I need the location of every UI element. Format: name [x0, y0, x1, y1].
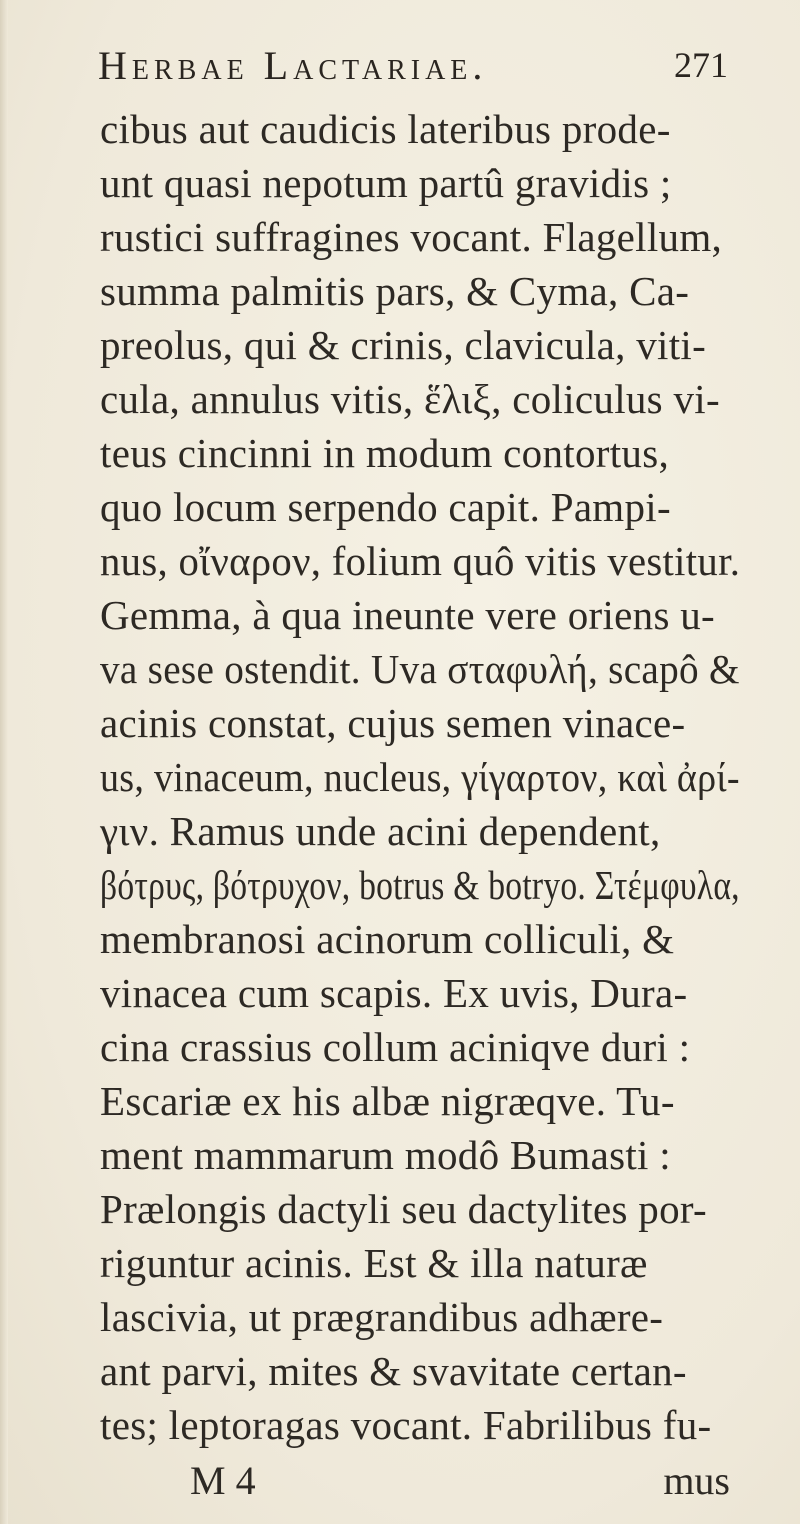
page-number: 271 — [674, 45, 728, 85]
text-line: rustici suffragines vocant. Flagellum, — [100, 214, 723, 260]
text-line: summa palmitis pars, & Cyma, Ca- — [100, 268, 690, 314]
text-line: membranosi acinorum colliculi, & — [100, 916, 675, 962]
text-line: cina crassius collum aciniqve duri : — [100, 1024, 691, 1070]
text-line: cibus aut caudicis lateribus prode- — [100, 106, 671, 152]
text-line: quo locum serpendo capit. Pampi- — [100, 484, 671, 530]
text-line: ment mammarum modô Bumasti : — [100, 1132, 671, 1178]
text-line: preolus, qui & crinis, clavicula, viti- — [100, 322, 707, 368]
text-line: vinacea cum scapis. Ex uvis, Dura- — [100, 970, 688, 1016]
text-line: Escariæ ex his albæ nigræqve. Tu- — [100, 1078, 675, 1124]
text-line: teus cincinni in modum contortus, — [100, 430, 670, 476]
text-line: tes; leptoragas vocant. Fabrilibus fu- — [100, 1402, 712, 1448]
text-line: ant parvi, mites & svavitate certan- — [100, 1348, 687, 1394]
text-line: Prælongis dactyli seu dactylites por- — [100, 1186, 707, 1232]
text-line: acinis constat, cujus semen vinace- — [100, 700, 686, 746]
text-line: cula, annulus vitis, ἕλιξ, coliculus vi- — [100, 376, 720, 422]
text-line: unt quasi nepotum partû gravidis ; — [100, 160, 672, 206]
text-line: nus, οἴναρον, folium quô vitis vestitur. — [100, 538, 741, 584]
text-line: lascivia, ut prægrandibus adhære- — [100, 1294, 664, 1340]
text-line: riguntur acinis. Est & illa naturæ — [100, 1240, 648, 1286]
catchword: mus — [663, 1458, 730, 1503]
text-line: γιν. Ramus unde acini dependent, — [100, 808, 661, 854]
running-head — [98, 36, 728, 96]
running-head-title: Herbae Lactariae. — [98, 43, 488, 88]
signature-mark: M 4 — [190, 1458, 256, 1503]
page-footer — [190, 1456, 730, 1506]
page-gutter-shadow — [0, 0, 8, 1524]
text-line: Gemma, à qua ineunte vere oriens u- — [100, 592, 716, 638]
text-line: us, vinaceum, nucleus, γίγαρτον, καὶ ἀρί- — [100, 754, 740, 800]
text-line: va sese ostendit. Uva σταφυλή, scapô & — [100, 646, 740, 692]
text-line: βότρυς, βότρυχον, botrus & botryo. Στέμφυλα, — [100, 862, 740, 908]
